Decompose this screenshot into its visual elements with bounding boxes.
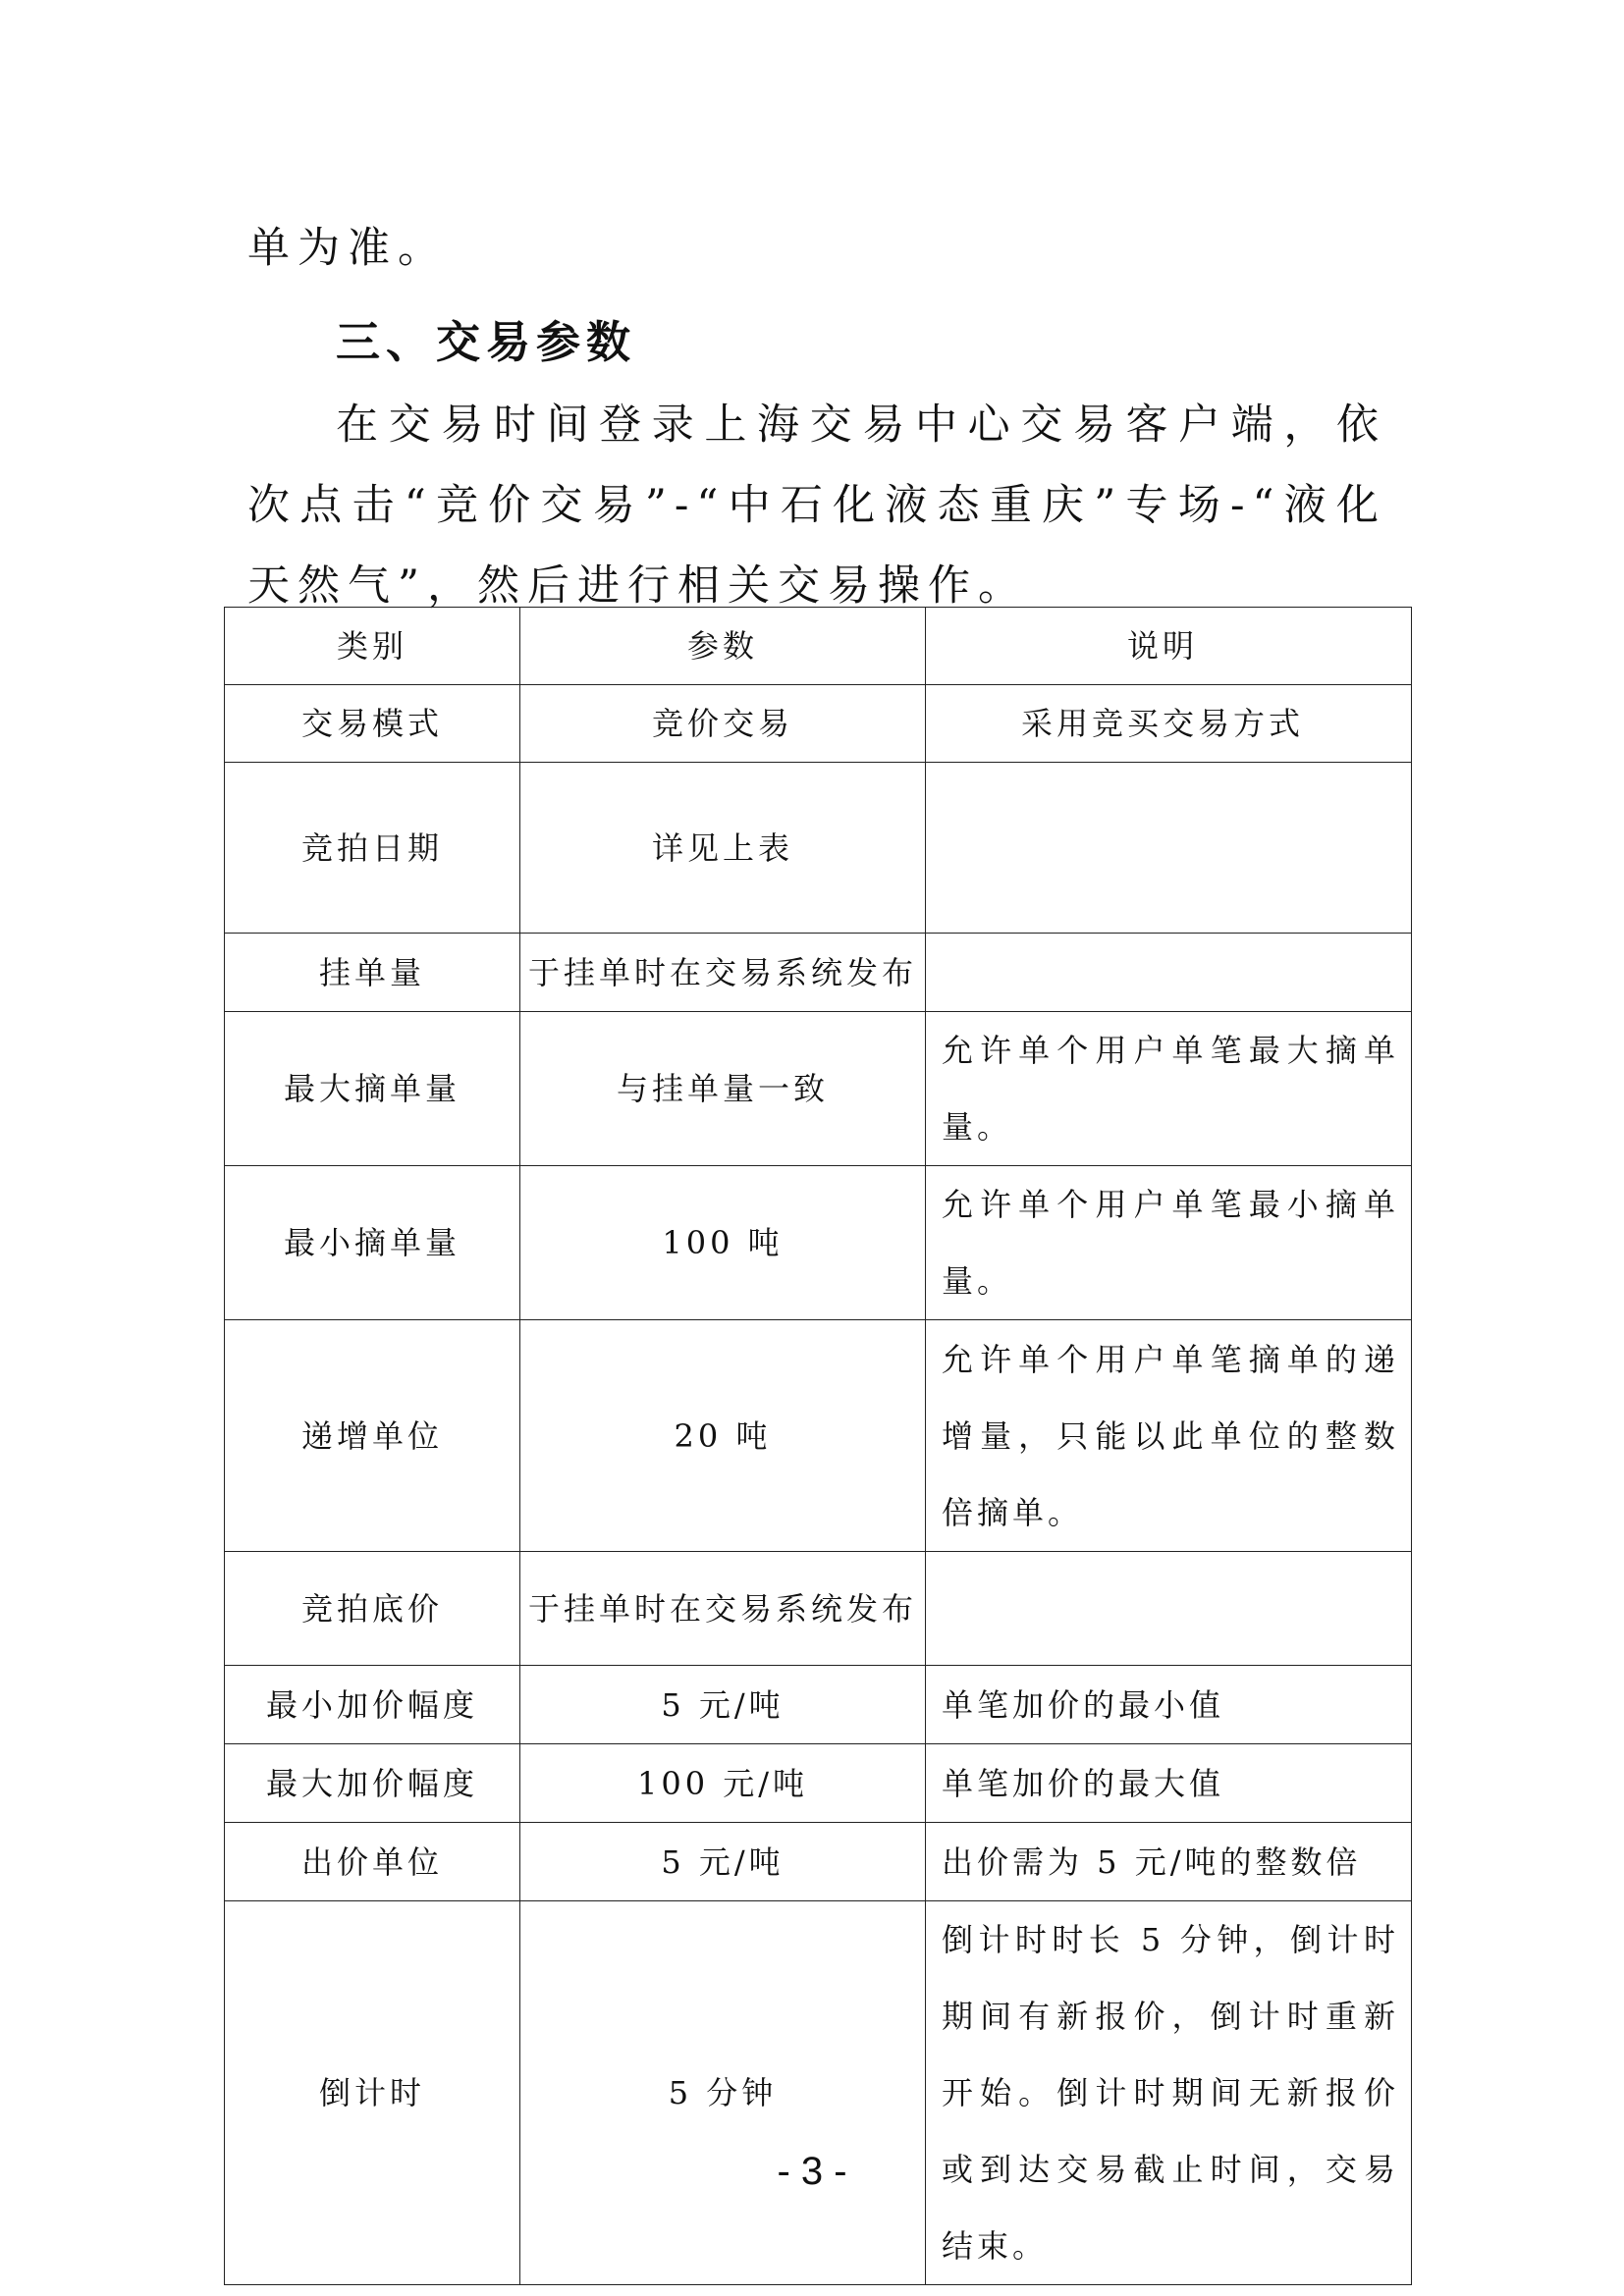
cell-param: 与挂单量一致 bbox=[520, 1012, 926, 1166]
cell-category: 倒计时 bbox=[225, 1901, 520, 2285]
table-row bbox=[225, 1166, 1412, 1320]
paragraph-continuation: 单为准。 bbox=[247, 224, 448, 273]
cell-note: 允许单个用户单笔最大摘单量。 bbox=[926, 1012, 1412, 1166]
cell-category: 最小摘单量 bbox=[225, 1166, 520, 1320]
section-heading: 三、交易参数 bbox=[336, 316, 637, 368]
cell-param: 20 吨 bbox=[520, 1320, 926, 1552]
cell-note bbox=[926, 1552, 1412, 1666]
cell-category: 交易模式 bbox=[225, 685, 520, 763]
table-row bbox=[225, 685, 1412, 763]
cell-note: 单笔加价的最小值 bbox=[926, 1666, 1412, 1744]
cell-param: 100 元/吨 bbox=[520, 1744, 926, 1823]
cell-param: 竞价交易 bbox=[520, 685, 926, 763]
cell-note: 允许单个用户单笔摘单的递增量，只能以此单位的整数倍摘单。 bbox=[926, 1320, 1412, 1552]
cell-category: 挂单量 bbox=[225, 934, 520, 1012]
cell-category: 最大摘单量 bbox=[225, 1012, 520, 1166]
cell-param: 5 元/吨 bbox=[520, 1823, 926, 1901]
parameters-table bbox=[224, 607, 1412, 2285]
page-number: - 3 - bbox=[777, 2150, 847, 2193]
cell-note: 采用竞买交易方式 bbox=[926, 685, 1412, 763]
cell-param: 详见上表 bbox=[520, 763, 926, 934]
cell-param: 5 分钟 bbox=[520, 1901, 926, 2285]
header-parameter: 参数 bbox=[520, 608, 926, 685]
cell-note bbox=[926, 763, 1412, 934]
cell-param: 于挂单时在交易系统发布 bbox=[520, 934, 926, 1012]
table-row bbox=[225, 1744, 1412, 1823]
table-row bbox=[225, 763, 1412, 934]
cell-category: 出价单位 bbox=[225, 1823, 520, 1901]
cell-note: 出价需为 5 元/吨的整数倍 bbox=[926, 1823, 1412, 1901]
cell-note: 单笔加价的最大值 bbox=[926, 1744, 1412, 1823]
cell-param: 于挂单时在交易系统发布 bbox=[520, 1552, 926, 1666]
table-row bbox=[225, 1901, 1412, 2285]
table-row bbox=[225, 1666, 1412, 1744]
header-category: 类别 bbox=[225, 608, 520, 685]
cell-category: 递增单位 bbox=[225, 1320, 520, 1552]
table-row bbox=[225, 934, 1412, 1012]
table-row bbox=[225, 1552, 1412, 1666]
cell-param: 100 吨 bbox=[520, 1166, 926, 1320]
cell-note bbox=[926, 934, 1412, 1012]
table-row bbox=[225, 1823, 1412, 1901]
cell-category: 竞拍底价 bbox=[225, 1552, 520, 1666]
cell-category: 最小加价幅度 bbox=[225, 1666, 520, 1744]
intro-paragraph: 在交易时间登录上海交易中心交易客户端，依次点击“竞价交易”-“中石化液态重庆”专场-“液化天然气”，然后进行相关交易操作。 bbox=[247, 400, 1386, 611]
cell-category: 最大加价幅度 bbox=[225, 1744, 520, 1823]
cell-category: 竞拍日期 bbox=[225, 763, 520, 934]
header-note: 说明 bbox=[926, 608, 1412, 685]
cell-note: 允许单个用户单笔最小摘单量。 bbox=[926, 1166, 1412, 1320]
table-row bbox=[225, 1320, 1412, 1552]
table-header-row bbox=[225, 608, 1412, 685]
table-row bbox=[225, 1012, 1412, 1166]
cell-note: 倒计时时长 5 分钟，倒计时期间有新报价，倒计时重新开始。倒计时期间无新报价或到达交易截止时间，交易结束。 bbox=[926, 1901, 1412, 2285]
cell-param: 5 元/吨 bbox=[520, 1666, 926, 1744]
